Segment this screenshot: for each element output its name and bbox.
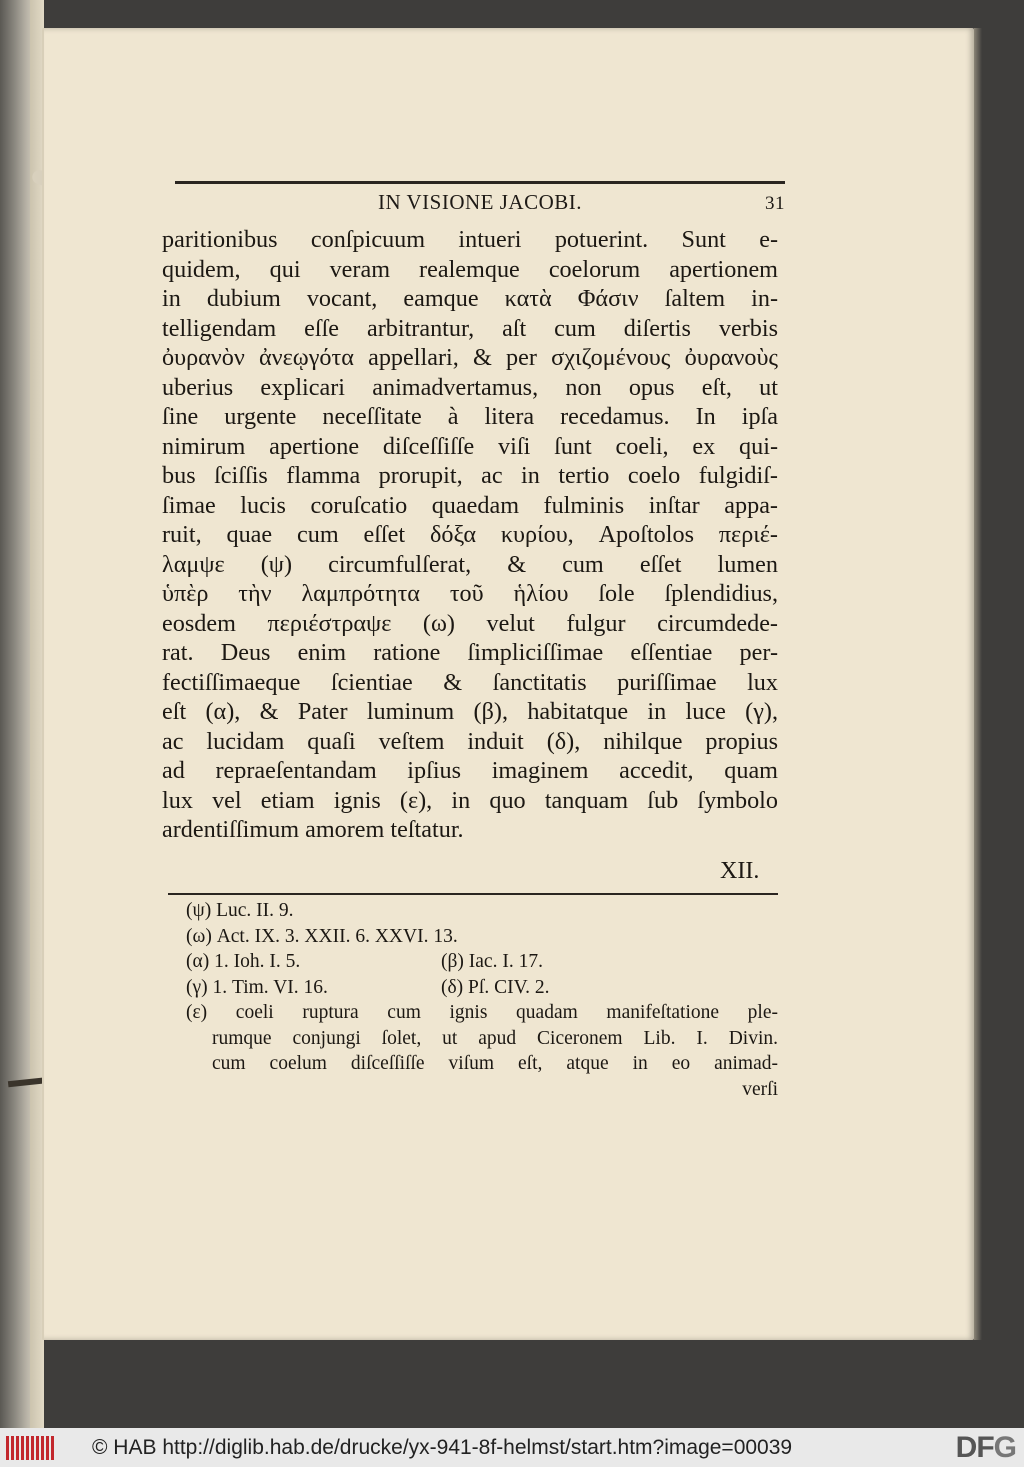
footnote-row — [186, 975, 778, 1001]
text-line: quidem, qui veram realemque coelorum apertionem — [162, 255, 778, 283]
viewer-footer — [0, 1428, 1024, 1467]
footnote-line: (ε) coeli ruptura cum ignis quadam manifeſtatione ple- — [186, 1002, 778, 1023]
source-link[interactable]: © HAB http://diglib.hab.de/drucke/yx-941-8f-helmst/start.htm?image=00039 — [92, 1435, 793, 1459]
footnote-line: rumque conjungi ſolet, ut apud Ciceronem Lib. I. Divin. — [212, 1027, 778, 1049]
text-line: bus ſciſſis flamma prorupit, ac in tertio coelo fulgidiſ- — [162, 462, 778, 489]
footnote-psi: (ψ) Luc. II. 9. — [186, 900, 294, 921]
footnote-row — [186, 898, 778, 924]
running-title: IN VISIONE JACOBI. — [377, 190, 583, 214]
catchword: XII. — [720, 858, 760, 884]
text-line: ſimae lucis coruſcatio quaedam fulminis inſtar appa- — [162, 491, 778, 519]
footnote-delta: (δ) Pſ. CIV. 2. — [441, 976, 550, 998]
footnote-gamma: (γ) 1. Tim. VI. 16. — [186, 976, 328, 998]
text-line: ardentiſſimum amorem teſtatur. — [162, 816, 464, 843]
text-line: nimirum apertione diſceſſiſſe viſi ſunt coeli, ex qui- — [162, 432, 778, 460]
footnote-rule — [168, 893, 778, 895]
text-line: ac lucidam quaſi veſtem induit (δ), nihilque propius — [162, 727, 778, 755]
footnotes — [186, 898, 778, 1102]
footnote-line: cum coelum diſceſſiſſe viſum eſt, atque in eo animad- — [212, 1053, 778, 1074]
text-line: paritionibus conſpicuum intueri potuerint. Sunt e- — [162, 226, 778, 253]
text-line: in dubium vocant, eamque κατὰ Φάσιν ſaltem in- — [162, 285, 778, 312]
page-shadow — [974, 28, 982, 1340]
text-line: eſt (α), & Pater luminum (β), habitatque in luce (γ), — [162, 698, 778, 725]
footnote-alpha: (α) 1. Ioh. I. 5. — [186, 951, 301, 972]
text-line: ad repraeſentandam ipſius imaginem accedit, quam — [162, 757, 778, 784]
footnote-line: verſi — [742, 1078, 778, 1100]
body-text — [162, 225, 778, 845]
footnote-epsilon — [186, 1000, 778, 1102]
footnote-omega: (ω) Act. IX. 3. XXII. 6. XXVI. 13. — [186, 925, 458, 947]
text-line: ſine urgente neceſſitate à litera recedamus. In ipſa — [162, 403, 778, 430]
text-line: eosdem περιέστραψε (ω) velut fulgur circumdede- — [162, 609, 778, 637]
text-line: ὑπὲρ τὴν λαμπρότητα τοῦ ἡλίου ſole ſplendidius, — [162, 580, 778, 607]
footnote-beta: (β) Iac. I. 17. — [441, 951, 543, 972]
page-header — [175, 181, 785, 215]
text-line: fectiſſimaeque ſcientiae & ſanctitatis puriſſimae lux — [162, 668, 778, 696]
text-line: rat. Deus enim ratione ſimpliciſſimae eſſentiae per- — [162, 639, 778, 666]
text-line: lux vel etiam ignis (ε), in quo tanquam ſub ſymbolo — [162, 786, 778, 814]
hab-barcode-icon — [6, 1435, 54, 1461]
text-line: telligendam eſſe arbitrantur, aſt cum diſertis verbis — [162, 314, 778, 342]
header-rule — [175, 181, 785, 184]
running-head — [175, 190, 785, 215]
footnote-row — [186, 949, 778, 975]
page-number: 31 — [765, 193, 785, 214]
text-line: λαμψε (ψ) circumfulſerat, & cum eſſet lumen — [162, 550, 778, 578]
text-line: uberius explicari animadvertamus, non opus eſt, ut — [162, 373, 778, 401]
dfg-logo: DFG — [955, 1430, 1016, 1464]
text-line: ὀυρανὸν ἀνεῳγότα appellari, & per σχιζομένους ὀυρανοὺς — [162, 344, 778, 371]
footnote-row — [186, 924, 778, 950]
text-line: ruit, quae cum eſſet δόξα κυρίου, Apoſtolos περιέ- — [162, 521, 778, 548]
